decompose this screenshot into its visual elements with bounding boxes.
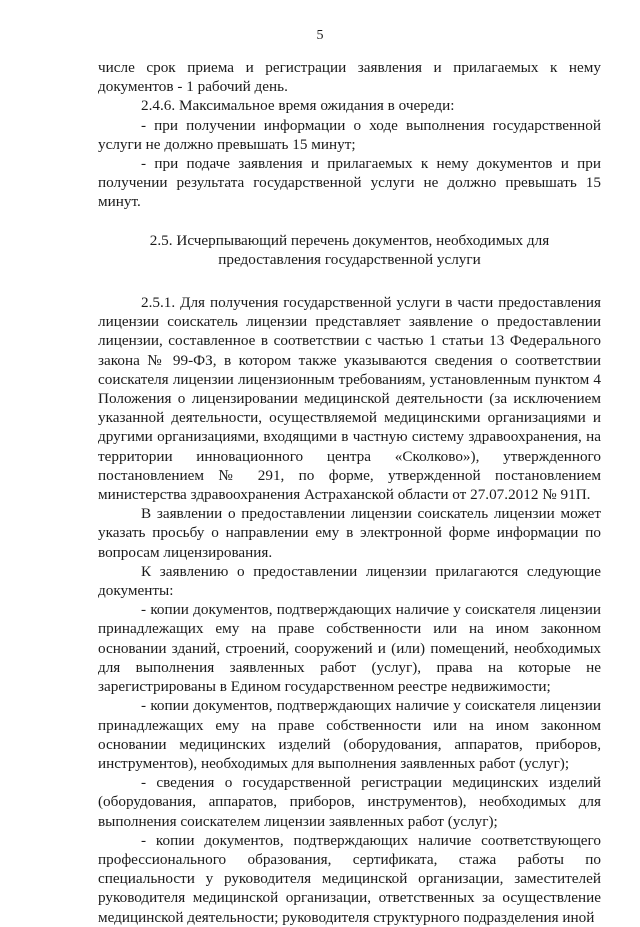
list-item: - при подаче заявления и прилагаемых к нему документов и при получении результата государственной услуги не должно превышать 15 минут. [98, 155, 601, 211]
paragraph: числе срок приема и регистрации заявления и прилагаемых к нему документов - 1 рабочий день. [98, 59, 601, 96]
paragraph: 2.5.1. Для получения государственной услуги в части предоставления лицензии соискатель лицензии представляет заявление о предоставлении лицензии, составленное в соответствии с частью 1 статьи 13 Федерального закона № 99-ФЗ, в котором также указываются сведения о соответствии соискателя лицензии лицензионным требованиям, установленным пунктом 4 Положения о лицензировании медицинской деятельности (за исключением указанной деятельности, осуществляемой медицинскими организациями и другими организациями, входящими в частную систему здравоохранения, на территории инновационного центра «Сколково»), утвержденного постановлением № 291, по форме, утвержденной постановлением министерства здравоохранения Астраханской области от 27.07.2012 № 91П. [98, 294, 601, 504]
list-item: - копии документов, подтверждающих наличие у соискателя лицензии принадлежащих ему на праве собственности или на ином законном основании медицинских изделий (оборудования, аппаратов, приборов, инструментов), необходимых для выполнения заявленных работ (услуг); [98, 697, 601, 772]
section-heading [98, 231, 601, 269]
list-item: - копии документов, подтверждающих наличие у соискателя лицензии принадлежащих ему на праве собственности или на ином законном основании зданий, строений, сооружений и (или) помещений, необходимых для выполнения заявленных работ (услуг), права на которые не зарегистрированы в Едином государственном реестре недвижимости; [98, 601, 601, 696]
section-heading-line: 2.5. Исчерпывающий перечень документов, необходимых для [149, 231, 550, 249]
paragraph: К заявлению о предоставлении лицензии прилагаются следующие документы: [98, 562, 601, 600]
list-item: - сведения о государственной регистрации медицинских изделий (оборудования, аппаратов, приборов, инструментов), необходимых для выполнения соискателем лицензии заявленных работ (услуг); [98, 774, 601, 830]
list-item: - копии документов, подтверждающих наличие соответствующего профессионального образования, сертификата, стажа работы по специальности у руководителя медицинской организации, заместителей руководителя медицинской организации, ответственных за осуществление медицинской деятельности; руководителя структурного подразделения иной [98, 831, 601, 926]
page-number: 5 [316, 28, 324, 43]
paragraph: 2.4.6. Максимальное время ожидания в очереди: [141, 97, 455, 115]
document-body [98, 58, 601, 927]
section-heading-line: предоставления государственной услуги [218, 250, 481, 268]
list-item: - при получении информации о ходе выполнения государственной услуги не должно превышать 15 минут; [98, 116, 601, 153]
paragraph: В заявлении о предоставлении лицензии соискатель лицензии может указать просьбу о направлении ему в электронной форме информации по вопросам лицензирования. [98, 505, 601, 561]
